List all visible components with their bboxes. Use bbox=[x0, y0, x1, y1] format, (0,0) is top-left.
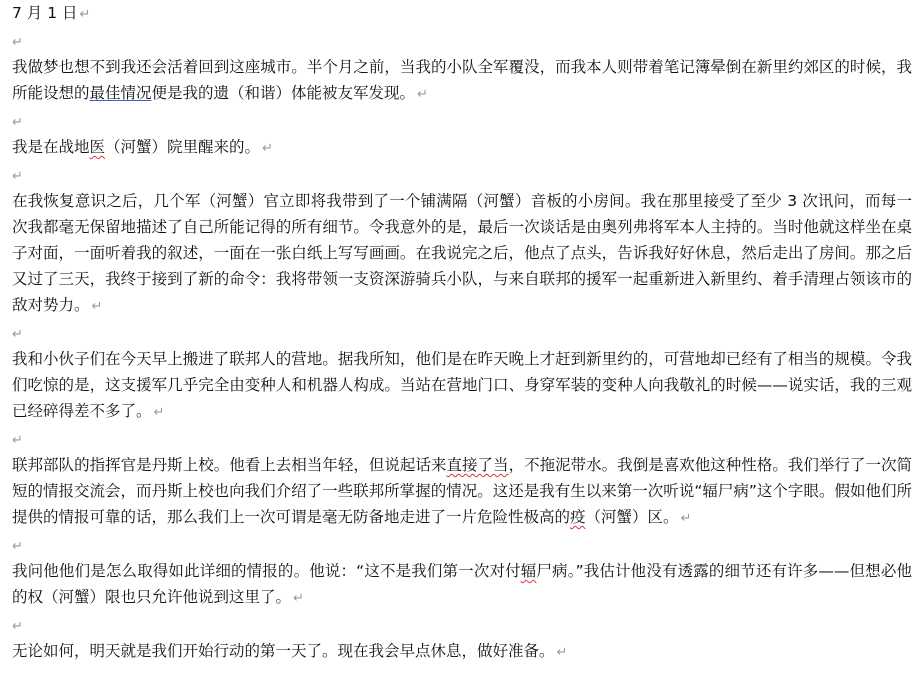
date-text: 7 月 1 日 bbox=[12, 4, 78, 22]
paragraph-mark-icon: ↵ bbox=[12, 539, 23, 554]
empty-line bbox=[12, 108, 912, 134]
paragraph-2-text-a: 我是在战地 bbox=[12, 138, 90, 156]
grammar-flag-best-case[interactable]: 最佳情况 bbox=[89, 84, 152, 102]
paragraph-4-text: 我和小伙子们在今天早上搬进了联邦人的营地。据我所知，他们是在昨天晚上才赶到新里约的，可营地却已经有了相当的规模。令我们吃惊的是，这支援军几乎完全由变种人和机器人构成。当站在营地门口、身穿军装的变种人向我敬礼的时候——说实话，我的三观已经碎得差不多了。 bbox=[12, 350, 912, 420]
paragraph-5 bbox=[12, 452, 912, 532]
empty-line bbox=[12, 532, 912, 558]
paragraph-5-text-a: 联邦部队的指挥官是丹斯上校。他看上去相当年轻，但说起话来 bbox=[12, 456, 447, 474]
paragraph-mark-icon: ↵ bbox=[153, 405, 165, 420]
spelling-flag-direct[interactable]: 直接了当 bbox=[446, 456, 509, 474]
paragraph-mark-icon: ↵ bbox=[293, 591, 304, 606]
empty-line bbox=[12, 612, 912, 638]
paragraph-mark-icon: ↵ bbox=[79, 7, 91, 22]
paragraph-5-text-c: ，不拖泥带水。我倒是喜欢他这种性格。我们举行了一次简短的情报交流会，而丹斯上校也向我们介绍了一些联邦所掌握的情况。这还是我有生以来第一次听说“辐尸病”这个字眼。假如他们所提供的情报可靠的话，那么我们上一次可谓是毫无防备地走进了一片危险性极高的 bbox=[12, 456, 912, 526]
empty-line bbox=[12, 28, 912, 54]
paragraph-1 bbox=[12, 54, 912, 108]
paragraph-2-text-c: （河蟹）院里醒来的。 bbox=[105, 138, 261, 156]
paragraph-4 bbox=[12, 346, 912, 426]
paragraph-6-text-a: 我问他他们是怎么取得如此详细的情报的。他说：“这不是我们第一次对付 bbox=[12, 562, 521, 580]
paragraph-mark-icon: ↵ bbox=[12, 115, 23, 130]
empty-line bbox=[12, 426, 912, 452]
paragraph-6-text-c: 尸病。”我估计他没有透露的细节还有许多——但想必他的权（河蟹）限也只允许他说到这里了。 bbox=[12, 562, 912, 606]
paragraph-mark-icon: ↵ bbox=[262, 141, 273, 156]
paragraph-7 bbox=[12, 638, 912, 666]
paragraph-mark-icon: ↵ bbox=[12, 433, 23, 448]
empty-line bbox=[12, 162, 912, 188]
paragraph-1-text-c: 便是我的遗（和谐）体能被友军发现。 bbox=[151, 84, 416, 102]
paragraph-mark-icon: ↵ bbox=[680, 511, 692, 526]
paragraph-3 bbox=[12, 188, 912, 320]
paragraph-7-text: 无论如何，明天就是我们开始行动的第一天了。现在我会早点休息，做好准备。 bbox=[12, 642, 555, 660]
paragraph-6 bbox=[12, 558, 912, 612]
empty-line bbox=[12, 320, 912, 346]
spelling-flag-epidemic[interactable]: 疫 bbox=[570, 508, 586, 526]
paragraph-5-text-e: （河蟹）区。 bbox=[585, 508, 679, 526]
paragraph-1-text-a: 我做梦也想不到我还会活着回到这座城市。半个月之前，当我的小队全军覆没，而我本人则带着笔记簿晕倒在新里约郊区的时候，我所能设想的 bbox=[12, 58, 912, 102]
date-heading bbox=[12, 0, 912, 28]
document-body[interactable] bbox=[12, 0, 912, 666]
paragraph-mark-icon: ↵ bbox=[12, 169, 23, 184]
paragraph-mark-icon: ↵ bbox=[417, 87, 428, 102]
spelling-flag-radiation[interactable]: 辐 bbox=[520, 562, 537, 580]
paragraph-3-text: 在我恢复意识之后，几个军（河蟹）官立即将我带到了一个铺满隔（河蟹）音板的小房间。我在那里接受了至少 3 次讯问，而每一次我都毫无保留地描述了自己所能记得的所有细节。令我意外的是，最后一次谈话是由奥列弗将军本人主持的。当时他就这样坐在桌子对面，一面听着我的叙述，一面在一张白纸上写写画画。在我说完之后，他点了点头，告诉我好好休息，然后走出了房间。那之后又过了三天，我终于接到了新的命令：我将带领一支资深游骑兵小队，与来自联邦的援军一起重新进入新里约、着手清理占领该市的敌对势力。 bbox=[12, 192, 912, 314]
paragraph-mark-icon: ↵ bbox=[12, 619, 23, 634]
spelling-flag-hospital[interactable]: 医 bbox=[89, 138, 106, 156]
paragraph-mark-icon: ↵ bbox=[12, 327, 23, 342]
paragraph-2 bbox=[12, 134, 912, 162]
paragraph-mark-icon: ↵ bbox=[556, 645, 568, 660]
paragraph-mark-icon: ↵ bbox=[91, 299, 103, 314]
paragraph-mark-icon: ↵ bbox=[12, 35, 23, 50]
